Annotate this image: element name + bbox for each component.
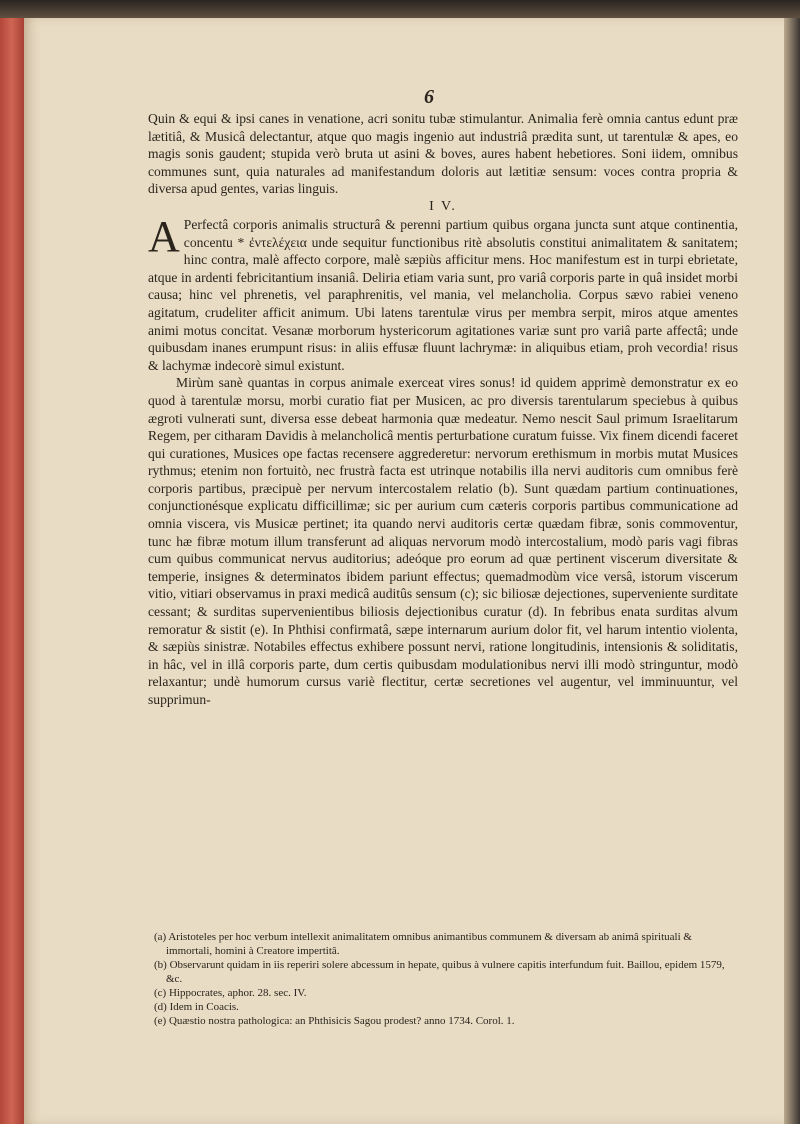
paragraph-2-container: [148, 211, 738, 374]
book-spine-binding: [0, 18, 26, 1124]
footnote-d: (d) Idem in Coacis.: [154, 1001, 239, 1013]
drop-cap: A: [148, 211, 180, 261]
footnotes: [154, 930, 738, 1028]
section-heading: I V.: [429, 198, 457, 214]
paragraph-3: Mirùm sanè quantas in corpus animale exerceat vires sonus! id quidem apprimè demonstratur ex eo quod à tarentulæ morsu, morbi curatio fiat per Musicen, ac pro diversis tarentularum speciebus à quibus ægroti vulnerati sunt, diversa esse debeat harmonia quæ medeatur. Nemo nescit Saul primum Israelitarum Regem, per citharam Davidis à melancholicâ mentis perturbatione curatum fuisse. Vix finem dicendi faceret qui curationes, Musices ope factas recensere aggrederetur: nervorum erethismum in morbis mutat Musices rythmus; etenim non fortuitò, nec frustrà facta est utrinque notabilis illa nervi auditoris cum omnibus ferè corporis partibus, præcipuè per nervum intercostalem relatio (b). Sunt quædam partium continuationes, conjunctionésque explicatu difficillimæ; sic per aurium cum cæteris corporis partibus communicatione ad omnia viscera, vis Musicæ pertinet; ita quando nervi auditoris certæ quædam fibræ, sonis commoventur, tunc hæ fibræ motum illum transferunt ad aliquas nervorum modò intercostalium, modò paris vagi fibras cum quibus communicat nervus auditorius; adeóque pro eorum ad quæ pertinent viscerum diversitate & temperie, insignes & determinatos ibidem pariunt effectus; quemadmodùm vice versâ, istorum viscerum vitio, vitiari observamus in praxi medicâ auditûs sensum (c); sic biliosæ dejectiones, superveniente surditate cessant; & surditas supervenientibus biliosis dejectionibus curatur (d). In febribus enata surditas alvum remoratur & sistit (e). In Phthisi confirmatâ, sæpe internarum aurium dolor fit, vel harum intentio violenta, & sæpiùs sinistræ. Notabiles effectus exhibere possunt nervi, ratione longitudinis, intensionis & soliditatis, in hâc, vel in illâ corporis parte, dum certis quibusdam modulationibus nervi illi modò stringuntur, modò relaxantur; undè humorum cursus variè flectitur, certæ secretiones vel augentur, vel imminuuntur, vel supprimun-: [148, 375, 738, 707]
paragraph-2: Perfectâ corporis animalis structurâ & perenni partium quibus organa juncta sunt atque continentia, concentu * ἐντελέχεια unde sequitur functionibus ritè absolutis constitui animalitatem & sanitatem; hinc contra, malè affecto corpore, malè sæpiùs afficitur mens. Hoc manifestum est in turpi ebrietate, atque in ardenti febricitantium insaniâ. Deliria etiam varia sunt, pro variâ corporis parte in quâ insidet morbi causa; hinc vel phrenetis, vel paraphrenitis, vel mania, vel melancholia. Corpus sævo rabiei veneno agitatum, crudeliter afficit animum. Ubi latens tarentulæ virus per membra serpit, miros atque amentes animi motus concitat. Vesanæ morborum hystericorum agitationes variæ sunt pro variâ parte affectâ; unde quibusdam inanes erumpunt risus: in aliis effusæ fluunt lachrymæ: in aliquibus etiam, proh vecordia! risus & lachymæ indecorè simul existunt.: [148, 216, 738, 373]
book-page: [24, 18, 784, 1124]
main-text: [148, 110, 738, 709]
page-number: 6: [424, 86, 434, 108]
footnote-a: (a) Aristoteles per hoc verbum intellexit animalitatem omnibus animantibus communem & diversam ab animâ spirituali & immortali, homini à Creatore impertitâ.: [154, 931, 692, 957]
footnote-b: (b) Observarunt quidam in iis reperiri solere abcessum in hepate, quibus à vulnere capitis interfundum fuit. Baillou, epidem 1579, &c.: [154, 959, 725, 985]
book-page-edge: [782, 18, 800, 1124]
footnote-e: (e) Quæstio nostra pathologica: an Phthisicis Sagou prodest? anno 1734. Corol. 1.: [154, 1015, 515, 1027]
footnote-c: (c) Hippocrates, aphor. 28. sec. IV.: [154, 987, 307, 999]
paragraph-1: Quin & equi & ipsi canes in venatione, acri sonitu tubæ stimulantur. Animalia ferè omnia cantus edunt præ lætitiâ, & Musicâ delectantur, atque quo magis ingenio aut industriâ prædita sunt, ut tarentulæ & apes, eo magis sonis gaudent; stupida verò bruta ut asini & boves, aures habent hebetiores. Soni iidem, omnibus communes sunt, quia naturales ad manifestandum doloris aut lætitiæ sensum: voces contra propria & diversa apud gentes, varias linguis.: [148, 111, 738, 197]
